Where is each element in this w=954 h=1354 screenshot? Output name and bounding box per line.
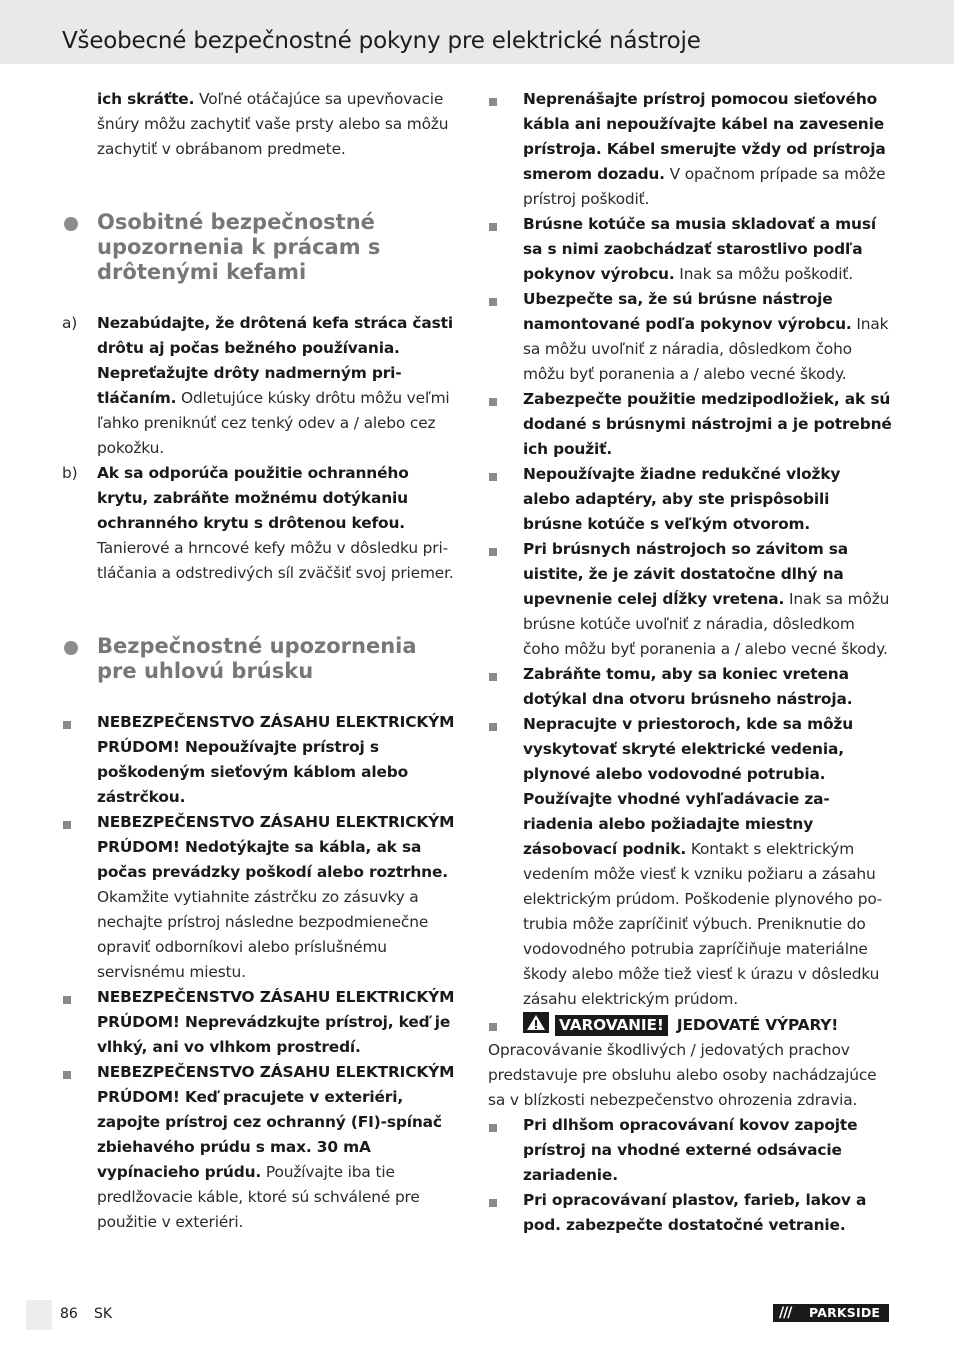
- heading-bullet-icon: [64, 217, 78, 231]
- item-bold: Nepoužívajte žiadne redukčné vložky alebo adaptéry, aby ste prispôsobili brúsne kotúče s veľkým otvorom.: [523, 465, 841, 533]
- square-bullet-icon: [489, 298, 497, 306]
- item-text: Používajte iba tie predlžovacie káble, ktoré sú schválené pre použitie v exteriéri.: [97, 1163, 420, 1231]
- list-item: [62, 710, 462, 810]
- section-heading-text: Bezpečnostné upozornenia pre uhlovú brúsku: [97, 634, 417, 683]
- warning-badge: VAROVANIE!: [555, 1015, 668, 1036]
- brand-name: PARKSIDE: [809, 1305, 881, 1320]
- bullet-list: [62, 710, 462, 1235]
- list-item: [488, 712, 892, 1012]
- square-bullet-icon: [63, 821, 71, 829]
- item-text: Odletujúce kúsky drôtu môžu veľmi ľahko preniknúť cez tenký odev a / alebo cez pokožku.: [97, 389, 450, 457]
- item-bold: Neprenášajte prístroj pomocou sieťového kábla ani nepoužívajte kábel na zavesenie prístroja. Kábel smerujte vždy od prístroja smerom dozadu.: [523, 90, 886, 183]
- item-text: Kontakt s elektrickým vedením môže viesť k vzniku požiaru a zásahu elektrickým prúdom. Poškodenie plynového potrubia môže zapríčiniť výbuch. Preniknutie do vodovodného potrubia zapríčiňuje materiálne škody alebo môže tiež viesť k úrazu v dôsledku zásahu elektrickým prúdom.: [523, 840, 883, 1008]
- list-item: [62, 985, 462, 1060]
- intro-bold: ich skráťte.: [97, 90, 195, 108]
- item-bold: Pri opracovávaní plastov, farieb, lakov a pod. zabezpečte dostatočné vetranie.: [523, 1191, 867, 1234]
- list-item: [488, 87, 892, 212]
- brand-mark: ///: [779, 1305, 792, 1321]
- item-bold: NEBEZPEČENSTVO ZÁSAHU ELEKTRICKÝM PRÚDOM! Neprevádzkujte prístroj, keď je vlhký, ani vo vlhkom prostredí.: [97, 988, 455, 1056]
- square-bullet-icon: [489, 223, 497, 231]
- list-item: [488, 287, 892, 387]
- item-bold: Ak sa odporúča použitie ochranného krytu, zabráňte možnému dotýkaniu ochranného krytu s drôtenou kefou.: [97, 464, 409, 532]
- item-bold: Pri brúsnych nástrojoch so závitom sa uistite, že je závit dostatočne dlhý na upevnenie celej dĺžky vretena.: [523, 540, 849, 608]
- list-item: [62, 311, 462, 461]
- warning-text: [453, 1038, 892, 1113]
- warning-item: [488, 1012, 892, 1038]
- item-bold: Pri dlhšom opracovávaní kovov zapojte prístroj na vhodné externé odsávacie zariadenie.: [523, 1116, 858, 1184]
- item-bold: Zabezpečte použitie medzipodložiek, ak sú dodané s brúsnymi nástrojmi a je potrebné ich použiť.: [523, 390, 892, 458]
- item-bold: NEBEZPEČENSTVO ZÁSAHU ELEKTRICKÝM PRÚDOM! Nedotýkajte sa kábla, ak sa počas prevádzky poškodí alebo roztrhne.: [97, 813, 455, 881]
- footer-marker: [26, 1300, 52, 1330]
- warning-text-content: Opracovávanie škodlivých / jedovatých prachov predstavuje pre obsluhu alebo osoby nachádzajúce sa v blízkosti nebezpečenstvo ohrozenia zdravia.: [488, 1041, 877, 1109]
- lettered-list: [62, 311, 462, 586]
- square-bullet-icon: [489, 548, 497, 556]
- list-item: [488, 387, 892, 462]
- square-bullet-icon: [63, 1071, 71, 1079]
- list-item: [62, 810, 462, 985]
- list-item: [62, 461, 462, 586]
- right-column: [488, 87, 892, 1238]
- list-item: [488, 1188, 892, 1238]
- page-header: [0, 0, 954, 64]
- list-item: [488, 462, 892, 537]
- item-bold: NEBEZPEČENSTVO ZÁSAHU ELEKTRICKÝM PRÚDOM! Keď pracujete v exteriéri, zapojte prístroj cez ochranný (FI)-spínač zbiehavého prúdu s max. 30 mA vypínacieho prúdu.: [97, 1063, 455, 1181]
- item-text: Inak sa môžu poškodiť.: [674, 265, 853, 283]
- list-item: [488, 212, 892, 287]
- section-heading-angle-grinder: [62, 634, 462, 684]
- square-bullet-icon: [489, 98, 497, 106]
- item-bold: Brúsne kotúče sa musia skladovať a musí sa s nimi zaobchádzať starostlivo podľa pokynov výrobcu.: [523, 215, 877, 283]
- item-label: b): [62, 464, 78, 482]
- square-bullet-icon: [489, 473, 497, 481]
- section-heading-text: Osobitné bezpečnostné upozornenia k prácam s drôtenými kefami: [97, 210, 381, 284]
- intro-paragraph: [62, 87, 462, 162]
- list-item: [488, 1113, 892, 1188]
- warning-triangle-icon: [523, 1012, 549, 1033]
- warning-title: JEDOVATÉ VÝPARY!: [671, 1016, 839, 1034]
- item-label: a): [62, 314, 78, 332]
- square-bullet-icon: [489, 723, 497, 731]
- square-bullet-icon: [63, 996, 71, 1004]
- square-bullet-icon: [63, 721, 71, 729]
- list-item: [62, 1060, 462, 1235]
- square-bullet-icon: [489, 1199, 497, 1207]
- language-code: SK: [94, 1306, 113, 1322]
- list-item: [488, 537, 892, 662]
- square-bullet-icon: [489, 673, 497, 681]
- square-bullet-icon: [489, 398, 497, 406]
- item-text: Inak sa môžu brúsne kotúče uvoľniť z náradia, dôsledkom čoho môžu byť poranenia a / alebo vecné škody.: [523, 590, 890, 658]
- section-heading-wire-brushes: [62, 210, 462, 285]
- item-bold: Zabráňte tomu, aby sa koniec vretena dotýkal dna otvoru brúsneho nástroja.: [523, 665, 853, 708]
- item-bold: Nezabúdajte, že drôtená kefa stráca časti drôtu aj počas bežného používania. Nepreťažujte drôty nadmerným pritláčaním.: [97, 314, 453, 407]
- left-column: [62, 87, 462, 1235]
- item-text: Inak sa môžu uvoľniť z náradia, dôsledkom čoho môžu byť poranenia a / alebo vecné škody.: [523, 315, 889, 383]
- item-text: Tanierové a hrncové kefy môžu v dôsledku pritláčania a odstredivých síl zväčšiť svoj priemer.: [97, 539, 454, 582]
- heading-bullet-icon: [64, 641, 78, 655]
- item-bold: NEBEZPEČENSTVO ZÁSAHU ELEKTRICKÝM PRÚDOM! Nepoužívajte prístroj s poškodeným sieťovým káblom alebo zástrčkou.: [97, 713, 455, 806]
- item-text: V opačnom prípade sa môže prístroj poškodiť.: [523, 165, 886, 208]
- square-bullet-icon: [489, 1023, 497, 1031]
- brand-logo: [773, 1304, 889, 1322]
- intro-text: Voľné otáčajúce sa upevňovacie šnúry môžu zachytiť vaše prsty alebo sa môžu zachytiť v obrábanom predmete.: [97, 90, 449, 158]
- square-bullet-icon: [489, 1124, 497, 1132]
- page-title: Všeobecné bezpečnostné pokyny pre elektrické nástroje: [62, 28, 701, 54]
- item-bold: Ubezpečte sa, že sú brúsne nástroje namontované podľa pokynov výrobcu.: [523, 290, 852, 333]
- item-bold: Nepracujte v priestoroch, kde sa môžu vyskytovať skryté elektrické vedenia, plynové alebo vodovodné potrubia. Používajte vhodné vyhľadávacie zariadenia alebo požiadajte miestny zásobovací podnik.: [523, 715, 854, 858]
- page-number: 86: [60, 1306, 78, 1322]
- item-text: Okamžite vytiahnite zástrčku zo zásuvky a nechajte prístroj následne bezpodmienečne opraviť odborníkovi alebo príslušnému servisnému miestu.: [97, 888, 429, 981]
- list-item: [488, 662, 892, 712]
